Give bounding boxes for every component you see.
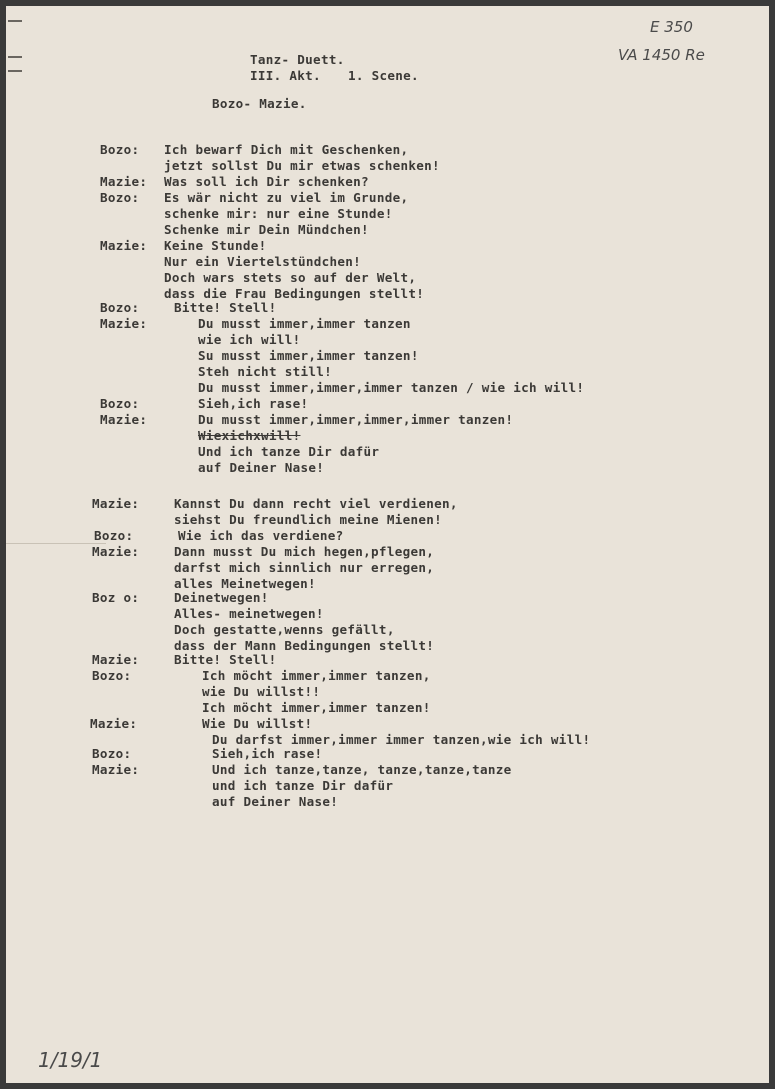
script-line: wie Du willst!! bbox=[202, 684, 321, 699]
script-line: Und ich tanze Dir dafür bbox=[198, 444, 380, 459]
script-line: Schenke mir Dein Mündchen! bbox=[164, 222, 369, 237]
script-line: Nur ein Viertelstündchen! bbox=[164, 254, 362, 269]
script-line: alles Meinetwegen! bbox=[174, 576, 316, 591]
script-line: schenke mir: nur eine Stunde! bbox=[164, 206, 393, 221]
speaker-label: Bozo: bbox=[100, 190, 140, 205]
script-line: darfst mich sinnlich nur erregen, bbox=[174, 560, 435, 575]
speaker-label: Mazie: bbox=[92, 544, 140, 559]
script-line: und ich tanze Dir dafür bbox=[212, 778, 394, 793]
speaker-label: Bozo: bbox=[100, 396, 140, 411]
script-line: jetzt sollst Du mir etwas schenken! bbox=[164, 158, 440, 173]
script-line: auf Deiner Nase! bbox=[198, 460, 325, 475]
script-line: auf Deiner Nase! bbox=[212, 794, 339, 809]
script-line: Es wär nicht zu viel im Grunde, bbox=[164, 190, 409, 205]
document-page bbox=[6, 6, 769, 1083]
script-line: siehst Du freundlich meine Mienen! bbox=[174, 512, 442, 527]
speaker-label: Bozo: bbox=[100, 300, 140, 315]
script-line: Und ich tanze,tanze, tanze,tanze,tanze bbox=[212, 762, 512, 777]
speaker-label: Bozo: bbox=[94, 528, 134, 543]
script-line: Deinetwegen! bbox=[174, 590, 269, 605]
script-line: Wiexichxwill! bbox=[198, 428, 301, 443]
speaker-label: Mazie: bbox=[100, 412, 148, 427]
speaker-label: Mazie: bbox=[100, 316, 148, 331]
script-line: Du musst immer,immer tanzen bbox=[198, 316, 411, 331]
speaker-label: Mazie: bbox=[100, 238, 148, 253]
speaker-label: Mazie: bbox=[92, 652, 140, 667]
document-title: Tanz- Duett. bbox=[250, 52, 345, 67]
script-line: Du musst immer,immer,immer tanzen / wie ich will! bbox=[198, 380, 585, 395]
script-line: Ich möcht immer,immer tanzen, bbox=[202, 668, 431, 683]
speaker-label: Mazie: bbox=[90, 716, 138, 731]
script-line: Wie Du willst! bbox=[202, 716, 313, 731]
speaker-label: Boz o: bbox=[92, 590, 140, 605]
script-line: Kannst Du dann recht viel verdienen, bbox=[174, 496, 458, 511]
script-line: Ich bewarf Dich mit Geschenken, bbox=[164, 142, 409, 157]
shelfmark-note: E 350 bbox=[650, 18, 693, 36]
script-line: dass der Mann Bedingungen stellt! bbox=[174, 638, 435, 653]
speaker-label: Bozo: bbox=[92, 746, 132, 761]
script-line: Su musst immer,immer tanzen! bbox=[198, 348, 419, 363]
script-line: Bitte! Stell! bbox=[174, 300, 277, 315]
catalog-note: VA 1450 Re bbox=[618, 46, 705, 64]
speaker-label: Bozo: bbox=[92, 668, 132, 683]
script-line: Bitte! Stell! bbox=[174, 652, 277, 667]
script-line: Du darfst immer,immer immer tanzen,wie ich will! bbox=[212, 732, 591, 747]
characters-label: Bozo- Mazie. bbox=[212, 96, 307, 111]
script-line: Steh nicht still! bbox=[198, 364, 332, 379]
script-line: Wie ich das verdiene? bbox=[178, 528, 344, 543]
script-line: Ich möcht immer,immer tanzen! bbox=[202, 700, 431, 715]
speaker-label: Mazie: bbox=[92, 762, 140, 777]
script-line: Sieh,ich rase! bbox=[198, 396, 309, 411]
script-line: Dann musst Du mich hegen,pflegen, bbox=[174, 544, 435, 559]
script-line: Sieh,ich rase! bbox=[212, 746, 323, 761]
fold-line bbox=[6, 543, 106, 544]
speaker-label: Mazie: bbox=[92, 496, 140, 511]
script-line: Alles- meinetwegen! bbox=[174, 606, 324, 621]
script-line: dass die Frau Bedingungen stellt! bbox=[164, 286, 425, 301]
speaker-label: Bozo: bbox=[100, 142, 140, 157]
punch-mark bbox=[8, 70, 22, 72]
script-line: Keine Stunde! bbox=[164, 238, 267, 253]
script-line: Du musst immer,immer,immer,immer tanzen! bbox=[198, 412, 514, 427]
act-label: III. Akt. bbox=[250, 68, 321, 83]
speaker-label: Mazie: bbox=[100, 174, 148, 189]
script-line: wie ich will! bbox=[198, 332, 301, 347]
scene-label: 1. Scene. bbox=[348, 68, 419, 83]
folio-note: 1/19/1 bbox=[38, 1048, 103, 1072]
punch-mark bbox=[8, 20, 22, 22]
script-line: Doch wars stets so auf der Welt, bbox=[164, 270, 417, 285]
script-line: Doch gestatte,wenns gefällt, bbox=[174, 622, 395, 637]
script-line: Was soll ich Dir schenken? bbox=[164, 174, 369, 189]
punch-mark bbox=[8, 56, 22, 58]
